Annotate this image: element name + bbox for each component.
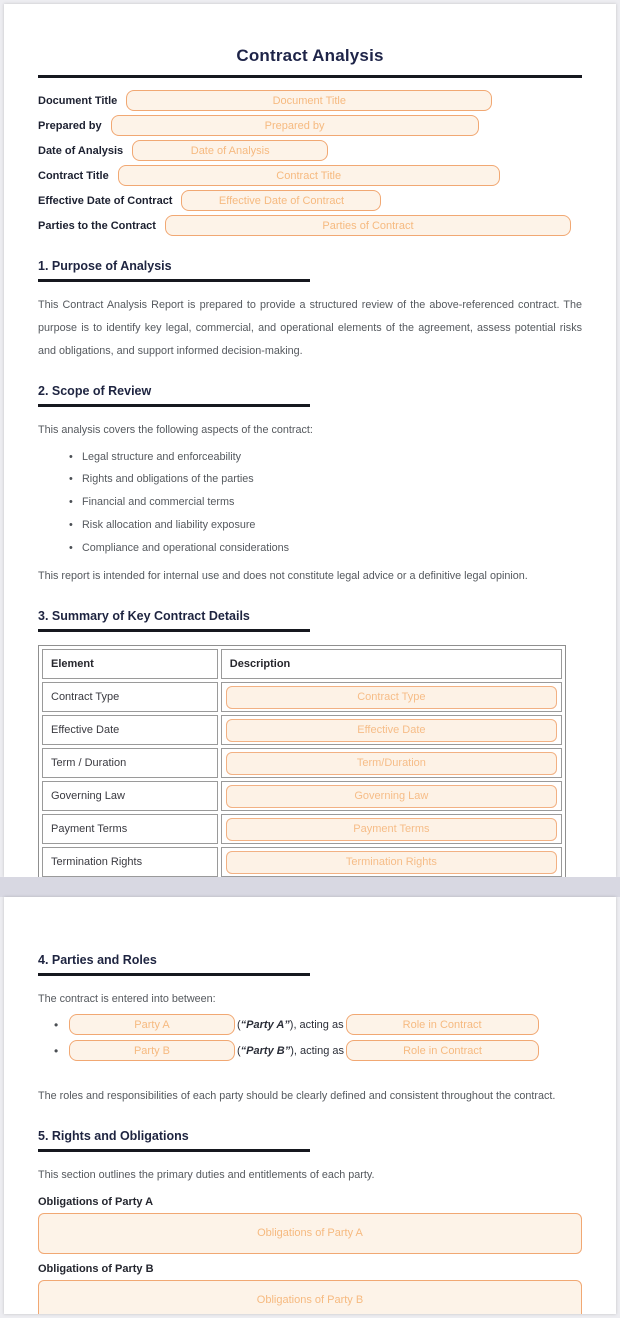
obligations-party-a-label: Obligations of Party A xyxy=(38,1195,154,1208)
description-column-header: Description xyxy=(221,649,562,679)
obligations-party-a-block xyxy=(38,1196,582,1254)
section-2-outro: This report is intended for internal use and does not constitute legal advice or a definitive legal opinion. xyxy=(38,570,528,583)
payment-terms-input[interactable] xyxy=(226,818,557,841)
section-2-divider xyxy=(38,404,310,407)
element-cell: Termination Rights xyxy=(42,847,218,877)
party-b-input[interactable] xyxy=(69,1040,235,1061)
obligations-party-a-textarea[interactable] xyxy=(38,1213,582,1254)
party-a-caption: (“Party A”), acting as xyxy=(237,1018,344,1031)
form-row-document-title xyxy=(38,88,582,113)
header-form xyxy=(38,88,582,238)
section-1-divider xyxy=(38,279,310,282)
date-of-analysis-label: Date of Analysis xyxy=(38,144,124,157)
document-title-input[interactable] xyxy=(126,90,492,111)
form-row-effective-date xyxy=(38,188,582,213)
section-5-heading: 5. Rights and Obligations xyxy=(38,1128,189,1143)
scope-bullet-item: • Legal structure and enforceability xyxy=(69,446,582,469)
effective-date-table-input[interactable] xyxy=(226,719,557,742)
section-3-divider xyxy=(38,629,310,632)
document-title-heading: Contract Analysis xyxy=(236,46,384,65)
party-b-quoted-name: “Party B” xyxy=(240,1044,291,1057)
summary-table xyxy=(38,645,566,877)
element-cell: Contract Type xyxy=(42,682,218,712)
party-b-role-input[interactable] xyxy=(346,1040,539,1061)
section-4-intro: The contract is entered into between: xyxy=(38,993,216,1005)
form-row-date-of-analysis xyxy=(38,138,582,163)
section-4-divider xyxy=(38,973,310,976)
section-3-heading: 3. Summary of Key Contract Details xyxy=(38,609,250,624)
section-1-body: This Contract Analysis Report is prepared to provide a structured review of the above-referenced contract. The purpose is to identify key legal, commercial, and operational elements of the agreement, assess potential risks and obligations, and support informed decision-making. xyxy=(38,299,582,357)
scope-bullet-item: • Rights and obligations of the parties xyxy=(69,468,582,491)
page-break-band xyxy=(0,877,620,897)
element-cell: Term / Duration xyxy=(42,748,218,778)
effective-date-label: Effective Date of Contract xyxy=(38,194,173,207)
page-1 xyxy=(4,4,616,877)
section-2-heading: 2. Scope of Review xyxy=(38,383,152,398)
parties-input[interactable] xyxy=(165,215,571,236)
prepared-by-input[interactable] xyxy=(111,115,479,136)
section-5-divider xyxy=(38,1149,310,1152)
element-column-header: Element xyxy=(42,649,218,679)
section-1-heading: 1. Purpose of Analysis xyxy=(38,259,172,273)
contract-type-input[interactable] xyxy=(226,686,557,709)
form-row-contract-title xyxy=(38,163,582,188)
contract-title-label: Contract Title xyxy=(38,169,109,182)
governing-law-input[interactable] xyxy=(226,785,557,808)
effective-date-input[interactable] xyxy=(181,190,381,211)
document-canvas xyxy=(0,4,620,1314)
form-row-prepared-by xyxy=(38,113,582,138)
termination-rights-input[interactable] xyxy=(226,851,557,874)
party-b-row xyxy=(54,1039,582,1063)
document-title-label: Document Title xyxy=(38,94,118,107)
element-cell: Effective Date xyxy=(42,715,218,745)
table-row xyxy=(42,715,562,745)
date-of-analysis-input[interactable] xyxy=(132,140,328,161)
bullet-dot: • xyxy=(54,1017,59,1032)
table-row xyxy=(42,814,562,844)
section-4-outro: The roles and responsibilities of each party should be clearly defined and consistent throughout the contract. xyxy=(38,1089,556,1102)
table-header-row xyxy=(42,649,562,679)
scope-bullet-item: • Compliance and operational considerations xyxy=(69,537,582,560)
element-cell: Payment Terms xyxy=(42,814,218,844)
term-duration-input[interactable] xyxy=(226,752,557,775)
obligations-party-b-block xyxy=(38,1263,582,1314)
party-b-caption: (“Party B”), acting as xyxy=(237,1044,345,1057)
section-5-intro: This section outlines the primary duties and entitlements of each party. xyxy=(38,1168,375,1181)
table-row xyxy=(42,748,562,778)
element-cell: Governing Law xyxy=(42,781,218,811)
bullet-dot: • xyxy=(54,1043,59,1058)
table-row xyxy=(42,682,562,712)
page-2 xyxy=(4,897,616,1314)
prepared-by-label: Prepared by xyxy=(38,119,102,132)
parties-label: Parties to the Contract xyxy=(38,219,156,232)
scope-bullet-item: • Financial and commercial terms xyxy=(69,491,582,514)
contract-title-input[interactable] xyxy=(118,165,500,186)
scope-bullet-item: • Risk allocation and liability exposure xyxy=(69,514,582,537)
scope-bullet-list xyxy=(69,446,582,561)
party-a-quoted-name: “Party A” xyxy=(240,1018,290,1031)
section-4-heading: 4. Parties and Roles xyxy=(38,953,157,967)
party-a-role-input[interactable] xyxy=(346,1014,539,1035)
obligations-party-b-label: Obligations of Party B xyxy=(38,1262,154,1275)
title-divider xyxy=(38,75,582,78)
form-row-parties xyxy=(38,213,582,238)
table-row xyxy=(42,781,562,811)
table-row xyxy=(42,847,562,877)
party-a-row xyxy=(54,1013,582,1037)
obligations-party-b-textarea[interactable] xyxy=(38,1280,582,1314)
party-a-input[interactable] xyxy=(69,1014,235,1035)
section-2-intro: This analysis covers the following aspects of the contract: xyxy=(38,423,313,436)
